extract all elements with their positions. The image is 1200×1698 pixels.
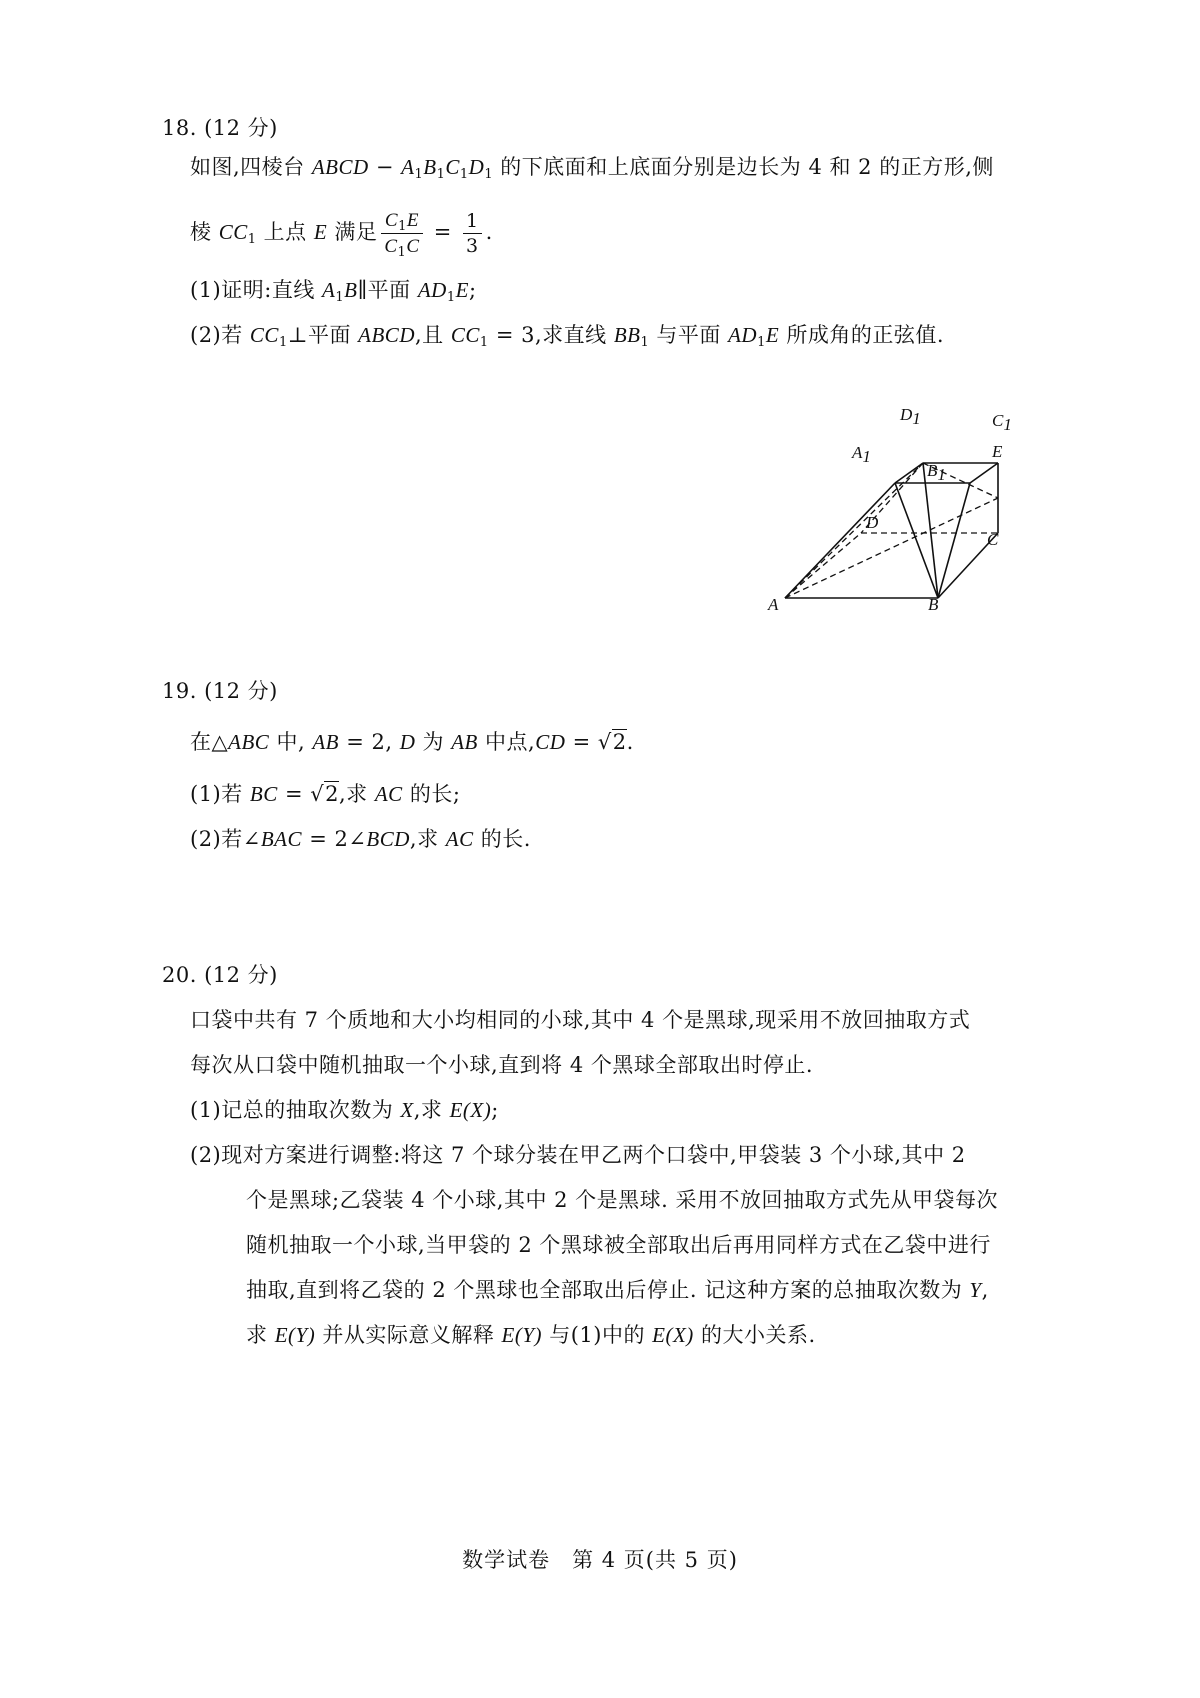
q20-part2-line3: 随机抽取一个小球,当甲袋的 2 个黑球被全部取出后再用同样方式在乙袋中进行 xyxy=(246,1233,991,1257)
q20-part2-line2: 个是黑球;乙袋装 4 个小球,其中 2 个是黑球. 采用不放回抽取方式先从甲袋每次 xyxy=(246,1188,999,1212)
label-B: B xyxy=(928,595,939,614)
page-footer: 数学试卷 第 4 页(共 5 页) xyxy=(462,1548,738,1572)
q18-part2: (2)若 $CC_1\perp$平面 ABCD,且 $CC_1 = 3$,求直线 $BB_1$ 与平面 $AD_1E$ 所成角的正弦值. xyxy=(190,323,945,350)
q19-part1: (1)若 BC = √2,求 AC 的长; xyxy=(190,779,460,809)
label-C: C xyxy=(987,530,999,549)
label-E: E xyxy=(992,442,1003,461)
q18-part1: (1)证明:直线 $A_1B\parallel$平面 $AD_1E$; xyxy=(190,278,477,305)
sqrt-two: √2 xyxy=(310,782,339,806)
frustum-figure xyxy=(768,405,1110,670)
q18-stem-line1: 如图,四棱台 ABCD − $A_1B_1C_1D_1$ 的下底面和上底面分别是边长为 4 和 2 的正方形,侧 xyxy=(190,155,994,182)
q19-heading: 19. (12 分) xyxy=(162,679,278,703)
edge-AD xyxy=(785,533,861,598)
label-D: D xyxy=(866,513,879,532)
edge-A1D1 xyxy=(895,463,923,483)
q18-heading: 18. (12 分) xyxy=(162,116,278,140)
line-AD1 xyxy=(785,463,923,598)
line-AE xyxy=(785,498,998,598)
label-A1: A1 xyxy=(852,443,871,466)
q19-stem: 在△ABC 中, AB = 2, D 为 AB 中点,CD = √2. xyxy=(190,727,634,757)
edge-B1C1 xyxy=(970,463,998,483)
q20-stem-line1: 口袋中共有 7 个质地和大小均相同的小球,其中 4 个是黑球,现采用不放回抽取方式 xyxy=(190,1008,971,1032)
ratio-fraction: $\frac{C_1E}{C_1C}$ xyxy=(381,208,422,259)
one-third-fraction: $\frac{1}{3}$ xyxy=(463,209,482,258)
q20-heading: 20. (12 分) xyxy=(162,963,278,987)
label-A: A xyxy=(768,595,779,614)
label-B1: B1 xyxy=(927,461,946,484)
label-D1: D1 xyxy=(900,405,921,428)
q20-part2-line4: 抽取,直到将乙袋的 2 个黑球也全部取出后停止. 记这种方案的总抽取次数为 Y, xyxy=(246,1278,989,1302)
q20-stem-line2: 每次从口袋中随机抽取一个小球,直到将 4 个黑球全部取出时停止. xyxy=(190,1053,814,1077)
q20-part2-line5: 求 E(Y) 并从实际意义解释 E(Y) 与(1)中的 E(X) 的大小关系. xyxy=(246,1323,816,1347)
q18-stem-line2: 棱 $CC_1$ 上点 E 满足 $\frac{C_1E}{C_1C}$ = $\frac{1}{3}$ . xyxy=(190,210,493,260)
q20-part1: (1)记总的抽取次数为 X,求 E(X); xyxy=(190,1098,499,1122)
q20-part2-line1: (2)现对方案进行调整:将这 7 个球分装在甲乙两个口袋中,甲袋装 3 个小球,其中 2 xyxy=(190,1143,966,1167)
sqrt-two: √2 xyxy=(597,730,627,754)
label-C1: C1 xyxy=(992,411,1012,434)
edge-AA1 xyxy=(785,483,895,598)
q19-part2: (2)若∠BAC = 2∠BCD,求 AC 的长. xyxy=(190,827,531,851)
